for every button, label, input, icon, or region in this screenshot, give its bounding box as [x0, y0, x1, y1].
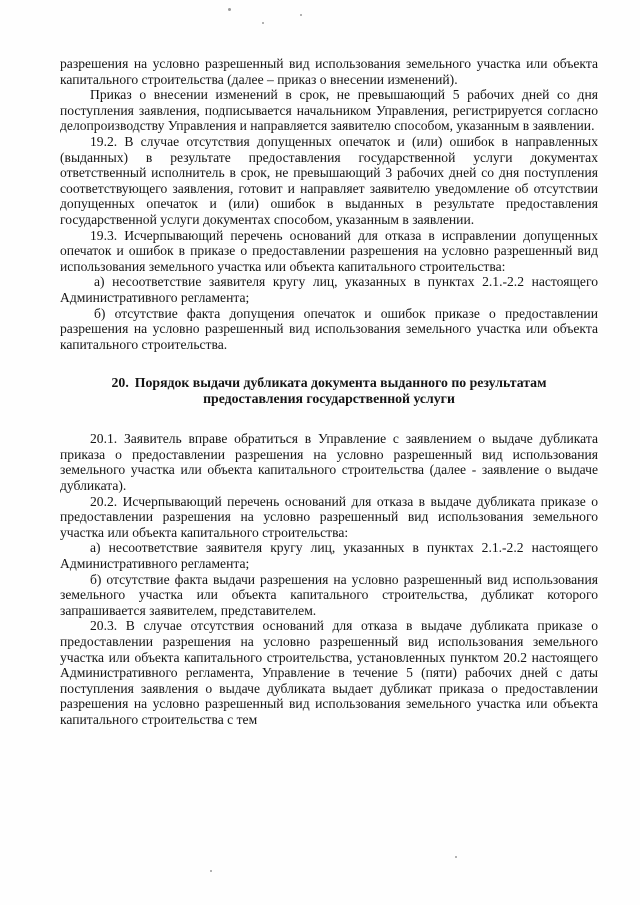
scan-speck — [262, 22, 264, 24]
scan-speck — [455, 856, 457, 858]
scan-speck — [300, 14, 302, 16]
section-heading — [60, 375, 598, 407]
paragraph-20-3: 20.3. В случае отсутствия оснований для отказа в выдаче дубликата приказе о предоставлении разрешения на условно разрешенный вид использования земельного участка или объекта капитального строительства, установленных пунктом 20.2 настоящего Административного регламента, Управление в течение 5 (пяти) рабочих дней с даты поступления заявления о выдаче дубликата выдает дубликат приказа о предоставлении разрешения на условно разрешенный вид использования земельного участка или объекта капитального строительства с тем — [60, 618, 598, 727]
list-item-b: б) отсутствие факта допущения опечаток и ошибок приказе о предоставлении разрешения на условно разрешенный вид использования земельного участка или объекта капитального строительства. — [60, 305, 598, 352]
scan-speck — [210, 870, 212, 872]
scan-speck — [228, 8, 231, 11]
list-item-a: а) несоответствие заявителя кругу лиц, указанных в пунктах 2.1.-2.2 настоящего Административного регламента; — [60, 274, 598, 305]
paragraph-19-3: 19.3. Исчерпывающий перечень оснований для отказа в исправлении допущенных опечаток и ошибок в приказе о предоставлении разрешения на условно разрешенный вид использования земельного участка или объекта капитального строительства: — [60, 227, 598, 274]
paragraph: разрешения на условно разрешенный вид использования земельного участка или объекта капитального строительства (далее – приказ о внесении изменений). — [60, 56, 598, 87]
paragraph-19-2: 19.2. В случае отсутствия допущенных опечаток и (или) ошибок в направленных (выданных) в результате предоставления государственной услуги документах ответственный исполнитель в срок, не превышающий 3 рабочих дней со дня поступления соответствующего заявления, готовит и направляет заявителю уведомление об отсутствии допущенных опечаток и (или) ошибок в выданных в результате предоставления государственной услуги документах способом, указанным в заявлении. — [60, 133, 598, 227]
list-item-b: б) отсутствие факта выдачи разрешения на условно разрешенный вид использования земельного участка или объекта капитального строительства, дубликат которого запрашивается заявителем, представителем. — [60, 571, 598, 618]
list-item-a: а) несоответствие заявителя кругу лиц, указанных в пунктах 2.1.-2.2 настоящего Административного регламента; — [60, 540, 598, 572]
paragraph: Приказ о внесении изменений в срок, не превышающий 5 рабочих дней со дня поступления заявления, подписывается начальником Управления, регистрируется согласно делопроизводству Управления и направляется заявителю способом, указанным в заявлении. — [60, 87, 598, 134]
section-number: 20. — [111, 375, 129, 391]
section-title: Порядок выдачи дубликата документа выданного по результатам предоставления государственной услуги — [134, 375, 547, 407]
paragraph-20-2: 20.2. Исчерпывающий перечень оснований для отказа в выдаче дубликата приказе о предоставлении разрешения на условно разрешенный вид использования земельного участка или объекта капитального строительства: — [60, 493, 598, 540]
document-body — [60, 56, 598, 728]
paragraph-20-1: 20.1. Заявитель вправе обратиться в Управление с заявлением о выдаче дубликата приказа о предоставлении разрешения на условно разрешенный вид использования земельного участка или объекта капитального строительства (далее - заявление о выдаче дубликата). — [60, 431, 598, 494]
